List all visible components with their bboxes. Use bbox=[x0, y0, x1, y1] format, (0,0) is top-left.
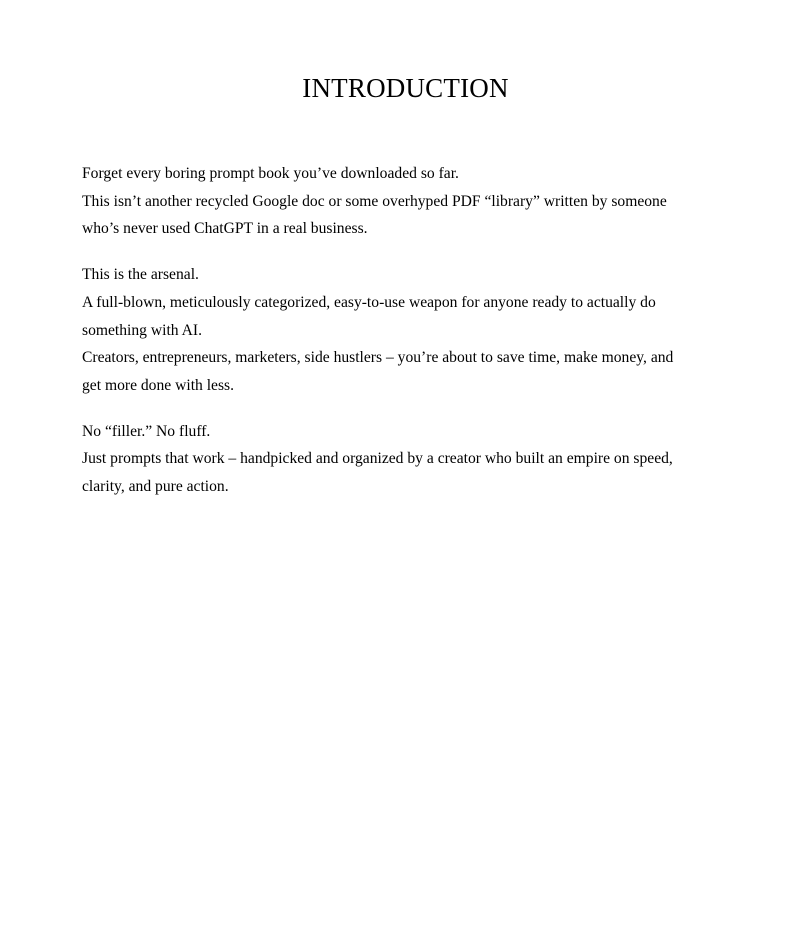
page-title: INTRODUCTION bbox=[302, 73, 509, 103]
text-line: Just prompts that work – handpicked and organized by a creator who built an empire on speed, bbox=[82, 450, 673, 468]
text-line: something with AI. bbox=[82, 321, 202, 339]
text-line: A full-blown, meticulously categorized, easy-to-use weapon for anyone ready to actually do bbox=[82, 293, 656, 311]
text-line: clarity, and pure action. bbox=[82, 478, 229, 496]
text-line: who’s never used ChatGPT in a real business. bbox=[82, 220, 368, 238]
paragraph-2 bbox=[82, 261, 712, 400]
paragraph-1 bbox=[82, 160, 712, 243]
text-line: get more done with less. bbox=[82, 376, 235, 394]
text-line: Forget every boring prompt book you’ve downloaded so far. bbox=[82, 165, 459, 182]
text-line: This isn’t another recycled Google doc or some overhyped PDF “library” written by someone bbox=[82, 192, 667, 210]
body-text bbox=[82, 160, 712, 519]
text-line: This is the arsenal. bbox=[82, 266, 199, 284]
paragraph-3 bbox=[82, 418, 712, 501]
text-line: Creators, entrepreneurs, marketers, side hustlers – you’re about to save time, make money, and bbox=[82, 349, 674, 367]
text-line: No “filler.” No fluff. bbox=[82, 422, 211, 440]
